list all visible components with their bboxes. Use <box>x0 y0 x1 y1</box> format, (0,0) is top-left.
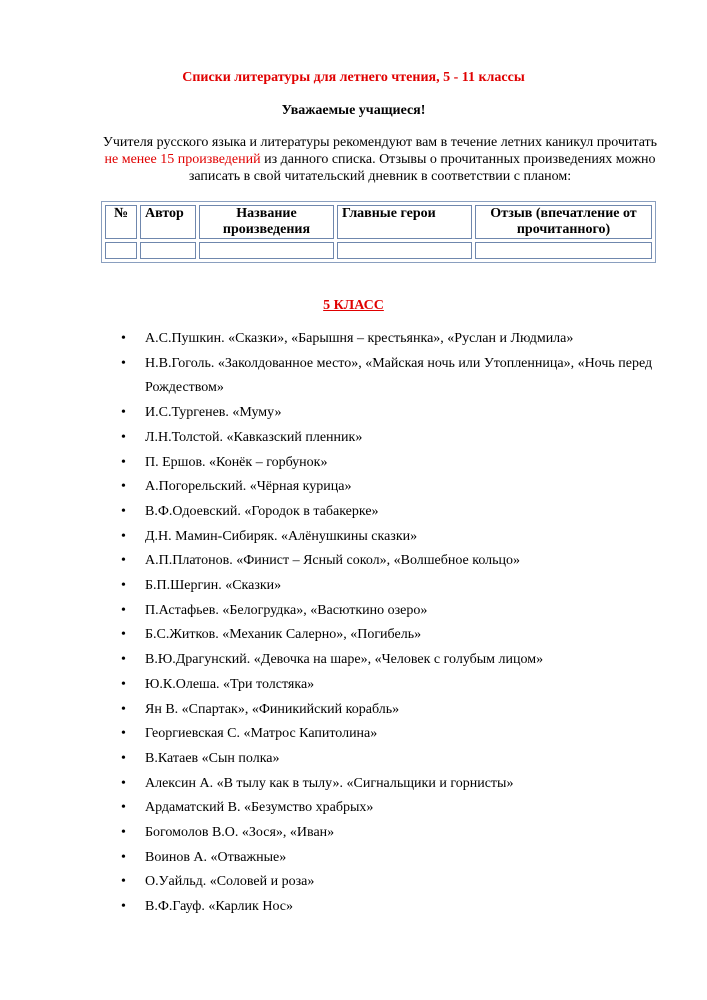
list-item: • Б.П.Шергин. «Сказки» <box>145 574 685 599</box>
intro-text-1: Учителя русского языка и литературы рекомендуют вам в течение летних каникул прочитать <box>102 135 658 150</box>
list-item: • Георгиевская С. «Матрос Капитолина» <box>145 722 685 747</box>
list-item: • О.Уайльд. «Соловей и роза» <box>145 870 685 895</box>
table-cell <box>337 242 472 259</box>
list-item: • В.Катаев «Сын полка» <box>145 747 685 772</box>
column-header-review: Отзыв (впечатление от прочитанного) <box>475 205 652 239</box>
column-header-number: № <box>105 205 137 239</box>
greeting: Уважаемые учащиеся! <box>281 103 426 118</box>
table-row <box>105 242 652 259</box>
list-item: • Богомолов В.О. «Зося», «Иван» <box>145 821 685 846</box>
table-cell <box>105 242 137 259</box>
table-header-row <box>105 205 652 239</box>
list-item: • И.С.Тургенев. «Муму» <box>145 401 685 426</box>
intro-highlight: не менее 15 произведений <box>104 152 261 167</box>
list-item: • Ю.К.Олеша. «Три толстяка» <box>145 673 685 698</box>
section-heading: 5 КЛАСС <box>323 298 384 313</box>
reading-diary-table <box>101 201 656 263</box>
list-item: • А.Погорельский. «Чёрная курица» <box>145 475 685 500</box>
list-item: • В.Ф.Гауф. «Карлик Нос» <box>145 895 685 920</box>
intro-paragraph <box>100 134 660 185</box>
list-item: • Ардаматский В. «Безумство храбрых» <box>145 796 685 821</box>
list-item: • В.Ф.Одоевский. «Городок в табакерке» <box>145 500 685 525</box>
page-title: Списки литературы для летнего чтения, 5 - 11 классы <box>182 70 525 85</box>
list-item: • П. Ершов. «Конёк – горбунок» <box>145 451 685 476</box>
list-item: • А.П.Платонов. «Финист – Ясный сокол», «Волшебное кольцо» <box>145 549 685 574</box>
list-item: • Д.Н. Мамин-Сибиряк. «Алёнушкины сказки» <box>145 525 685 550</box>
column-header-author: Автор <box>140 205 196 239</box>
list-item: • Алексин А. «В тылу как в тылу». «Сигнальщики и горнисты» <box>145 772 685 797</box>
table-cell <box>140 242 196 259</box>
list-item: • Н.В.Гоголь. «Заколдованное место», «Майская ночь или Утопленница», «Ночь перед Рождеством» <box>145 352 685 401</box>
list-item: • П.Астафьев. «Белогрудка», «Васюткино озеро» <box>145 599 685 624</box>
table-cell <box>475 242 652 259</box>
table-cell <box>199 242 334 259</box>
list-item: • Воинов А. «Отважные» <box>145 846 685 871</box>
list-item: • Ян В. «Спартак», «Финикийский корабль» <box>145 698 685 723</box>
intro-text-2: из данного списка. Отзывы о прочитанных произведениях можно записать в свой читательский дневник в соответствии с планом: <box>188 152 656 184</box>
list-item: • А.С.Пушкин. «Сказки», «Барышня – крестьянка», «Руслан и Людмила» <box>145 327 685 352</box>
column-header-heroes: Главные герои <box>337 205 472 239</box>
book-list <box>121 327 685 920</box>
column-header-title: Название произведения <box>199 205 334 239</box>
list-item: • Л.Н.Толстой. «Кавказский пленник» <box>145 426 685 451</box>
list-item: • В.Ю.Драгунский. «Девочка на шаре», «Человек с голубым лицом» <box>145 648 685 673</box>
list-item: • Б.С.Житков. «Механик Салерно», «Погибель» <box>145 623 685 648</box>
